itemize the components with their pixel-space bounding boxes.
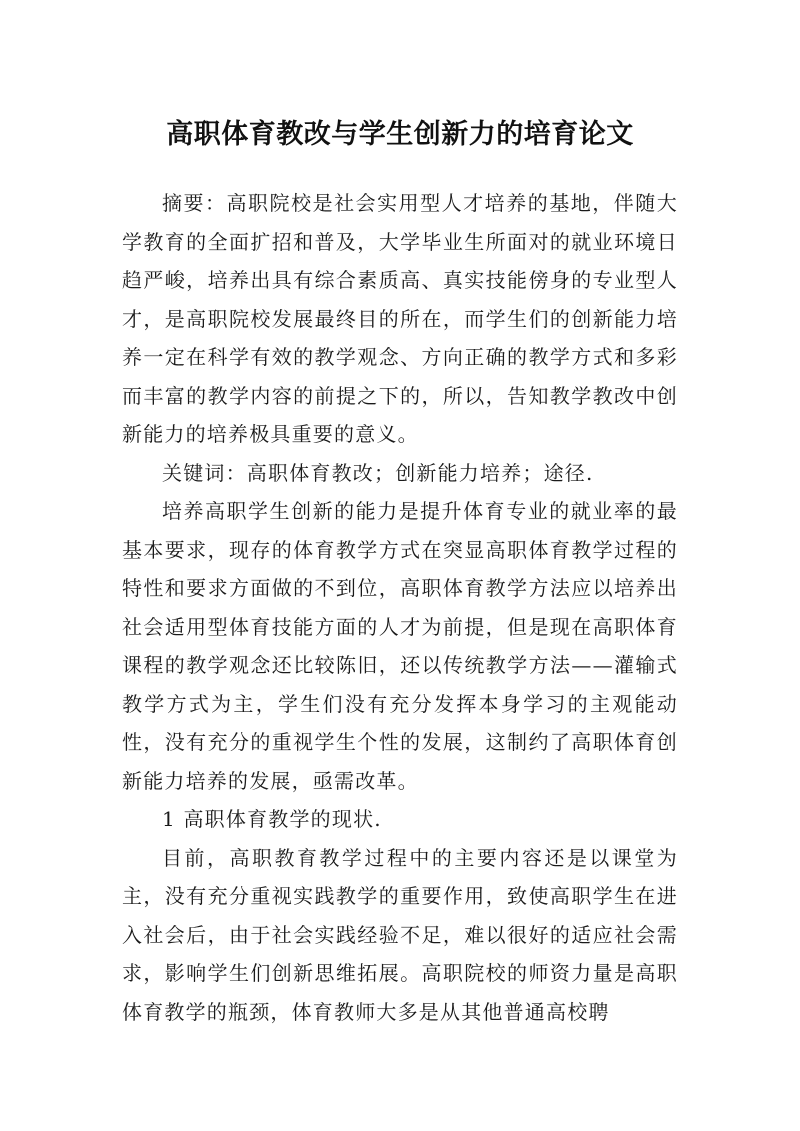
document-title: 高职体育教改与学生创新力的培育论文	[166, 119, 634, 151]
document-body	[122, 184, 678, 1031]
section-paragraph: 目前，高职教育教学过程中的主要内容还是以课堂为主，没有充分重视实践教学的重要作用，致使高职学生在进入社会后，由于社会实践经验不足，难以很好的适应社会需求，影响学生们创新思维拓展。高职院校的师资力量是高职体育教学的瓶颈，体育教师大多是从其他普通高校聘	[122, 845, 678, 1024]
abstract-paragraph: 摘要：高职院校是社会实用型人才培养的基地，伴随大学教育的全面扩招和普及，大学毕业生所面对的就业环境日趋严峻，培养出具有综合素质高、真实技能傍身的专业型人才，是高职院校发展最终目的所在，而学生们的创新能力培养一定在科学有效的教学观念、方向正确的教学方式和多彩而丰富的教学内容的前提之下的，所以，告知教学教改中创新能力的培养极具重要的意义。	[122, 191, 678, 446]
intro-paragraph: 培养高职学生创新的能力是提升体育专业的就业率的最基本要求，现存的体育教学方式在突显高职体育教学过程的特性和要求方面做的不到位，高职体育教学方法应以培养出社会适用型体育技能方面的人才为前提，但是现在高职体育课程的教学观念还比较陈旧，还以传统教学方法——灌输式教学方式为主，学生们没有充分发挥本身学习的主观能动性，没有充分的重视学生个性的发展，这制约了高职体育创新能力培养的发展，亟需改革。	[122, 499, 678, 793]
keywords-paragraph: 关键词：高职体育教改；创新能力培养；途径.	[162, 460, 594, 485]
section-heading: 1 高职体育教学的现状.	[162, 807, 382, 831]
